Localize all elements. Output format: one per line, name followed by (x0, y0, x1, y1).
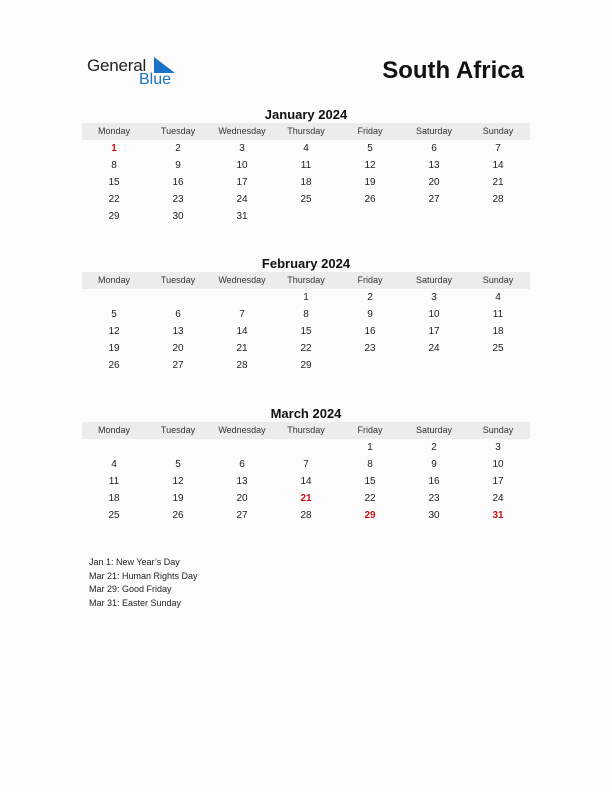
day-cell: 23 (428, 493, 440, 504)
week-row (82, 490, 530, 507)
weekday-label: Tuesday (160, 126, 196, 136)
month-title: March 2024 (270, 406, 342, 421)
empty-day-cell (146, 289, 210, 306)
day-cell: 17 (236, 177, 248, 188)
day-cell: 21 (236, 343, 248, 354)
holiday-list-item: Jan 1: New Year’s Day (89, 557, 180, 567)
day-cell: 5 (367, 143, 373, 154)
day-cell: 12 (364, 160, 376, 171)
day-cell: 18 (108, 493, 120, 504)
day-cell: 5 (175, 459, 181, 470)
day-cell: 24 (236, 194, 248, 205)
month-calendar (82, 405, 530, 524)
weeks-container (82, 439, 530, 524)
day-cell: 20 (172, 343, 184, 354)
week-row (82, 174, 530, 191)
weekday-label: Monday (97, 425, 131, 435)
day-cell: 2 (175, 143, 181, 154)
day-cell: 10 (236, 160, 248, 171)
empty-day-cell (274, 439, 338, 456)
empty-day-cell (146, 439, 210, 456)
logo-word-blue: Blue (139, 71, 172, 88)
day-cell: 7 (239, 309, 245, 320)
day-cell: 9 (431, 459, 437, 470)
day-cell: 1 (303, 292, 309, 303)
day-cell: 8 (367, 459, 373, 470)
day-cell: 29 (108, 211, 120, 222)
day-cell: 25 (300, 194, 312, 205)
day-cell: 2 (431, 442, 437, 453)
day-cell: 16 (428, 476, 440, 487)
country-title: South Africa (382, 57, 524, 84)
weeks-container (82, 140, 530, 225)
day-cell: 24 (428, 343, 440, 354)
holiday-list (89, 556, 198, 610)
holiday-list-item: Mar 21: Human Rights Day (89, 570, 198, 581)
day-cell: 14 (300, 476, 312, 487)
weekday-label: Thursday (287, 425, 325, 435)
weekday-label: Wednesday (218, 425, 266, 435)
empty-day-cell (466, 357, 530, 374)
weekday-label: Friday (357, 126, 383, 136)
day-cell: 11 (492, 309, 504, 320)
day-cell: 20 (428, 177, 440, 188)
day-cell: 19 (364, 177, 376, 188)
week-row (82, 323, 530, 340)
day-cell: 14 (236, 326, 248, 337)
day-cell: 10 (492, 459, 504, 470)
day-cell: 28 (492, 194, 504, 205)
day-cell: 11 (108, 476, 120, 487)
day-cell: 20 (236, 493, 248, 504)
day-cell: 18 (300, 177, 312, 188)
day-cell: 8 (111, 160, 117, 171)
day-cell: 21 (300, 493, 312, 504)
week-row (82, 289, 530, 306)
day-cell: 16 (364, 326, 376, 337)
day-cell: 15 (108, 177, 120, 188)
day-cell: 26 (364, 194, 376, 205)
weekday-label: Monday (97, 275, 131, 285)
day-cell: 29 (300, 360, 312, 371)
day-cell: 30 (428, 510, 440, 521)
holiday-list-item: Mar 31: Easter Sunday (89, 597, 182, 608)
week-row (82, 208, 530, 225)
day-cell: 30 (172, 211, 184, 222)
weekday-label: Sunday (482, 425, 514, 435)
day-cell: 7 (495, 143, 501, 154)
day-cell: 4 (111, 459, 117, 470)
day-cell: 15 (364, 476, 376, 487)
weeks-container (82, 289, 530, 374)
empty-day-cell (82, 289, 146, 306)
day-cell: 6 (431, 143, 437, 154)
weekday-label: Monday (97, 126, 131, 136)
day-cell: 19 (108, 343, 120, 354)
day-cell: 9 (175, 160, 181, 171)
general-blue-logo (87, 56, 187, 92)
holiday-list-item: Mar 29: Good Friday (89, 584, 172, 594)
day-cell: 3 (495, 442, 501, 453)
day-cell: 22 (364, 493, 376, 504)
weekday-label: Friday (357, 275, 383, 285)
day-cell: 17 (492, 476, 504, 487)
empty-day-cell (338, 357, 402, 374)
day-cell: 18 (492, 326, 504, 337)
day-cell: 25 (108, 510, 120, 521)
week-row (82, 439, 530, 456)
week-row (82, 157, 530, 174)
day-cell: 1 (111, 143, 117, 154)
day-cell: 5 (111, 309, 117, 320)
day-cell: 23 (364, 343, 376, 354)
weekday-label: Tuesday (160, 275, 196, 285)
weekday-label: Thursday (287, 275, 325, 285)
day-cell: 4 (495, 292, 501, 303)
week-row (82, 456, 530, 473)
day-cell: 22 (300, 343, 312, 354)
day-cell: 28 (236, 360, 248, 371)
day-cell: 19 (172, 493, 184, 504)
day-cell: 13 (236, 476, 248, 487)
day-cell: 13 (428, 160, 440, 171)
weekday-label: Saturday (415, 126, 453, 136)
day-cell: 29 (364, 510, 376, 521)
day-cell: 7 (303, 459, 309, 470)
week-row (82, 507, 530, 524)
day-cell: 2 (367, 292, 373, 303)
day-cell: 4 (303, 143, 309, 154)
week-row (82, 306, 530, 323)
day-cell: 27 (428, 194, 440, 205)
day-cell: 6 (175, 309, 181, 320)
weekday-label: Tuesday (160, 425, 196, 435)
day-cell: 31 (236, 211, 248, 222)
weekday-label: Friday (357, 425, 383, 435)
month-calendar (82, 255, 530, 374)
day-cell: 22 (108, 194, 120, 205)
day-cell: 3 (431, 292, 437, 303)
day-cell: 6 (239, 459, 245, 470)
day-cell: 26 (108, 360, 120, 371)
day-cell: 26 (172, 510, 184, 521)
day-cell: 15 (300, 326, 312, 337)
empty-day-cell (274, 208, 338, 225)
month-title: February 2024 (261, 256, 351, 271)
week-row (82, 340, 530, 357)
month-title: January 2024 (264, 107, 348, 122)
month-calendar (82, 106, 530, 225)
day-cell: 14 (492, 160, 504, 171)
day-cell: 28 (300, 510, 312, 521)
weekday-label: Sunday (482, 126, 514, 136)
empty-day-cell (338, 208, 402, 225)
week-row (82, 191, 530, 208)
empty-day-cell (210, 289, 274, 306)
day-cell: 25 (492, 343, 504, 354)
weekday-label: Wednesday (218, 126, 266, 136)
day-cell: 9 (367, 309, 373, 320)
weekday-header-row (82, 272, 530, 289)
day-cell: 11 (300, 160, 312, 171)
empty-day-cell (210, 439, 274, 456)
day-cell: 16 (172, 177, 184, 188)
week-row (82, 140, 530, 157)
weekday-label: Saturday (415, 425, 453, 435)
day-cell: 24 (492, 493, 504, 504)
day-cell: 17 (428, 326, 440, 337)
weekday-label: Thursday (287, 126, 325, 136)
day-cell: 3 (239, 143, 245, 154)
logo-word-general: General (87, 56, 147, 75)
day-cell: 8 (303, 309, 309, 320)
empty-day-cell (402, 357, 466, 374)
day-cell: 31 (492, 510, 504, 521)
weekday-header-row (82, 123, 530, 140)
day-cell: 21 (492, 177, 504, 188)
day-cell: 23 (172, 194, 184, 205)
empty-day-cell (466, 208, 530, 225)
day-cell: 10 (428, 309, 440, 320)
day-cell: 13 (172, 326, 184, 337)
weekday-label: Sunday (482, 275, 514, 285)
weekday-label: Wednesday (218, 275, 266, 285)
day-cell: 12 (172, 476, 184, 487)
day-cell: 1 (367, 442, 373, 453)
week-row (82, 473, 530, 490)
day-cell: 27 (172, 360, 184, 371)
day-cell: 12 (108, 326, 120, 337)
empty-day-cell (82, 439, 146, 456)
day-cell: 27 (236, 510, 248, 521)
empty-day-cell (402, 208, 466, 225)
week-row (82, 357, 530, 374)
weekday-header-row (82, 422, 530, 439)
weekday-label: Saturday (415, 275, 453, 285)
